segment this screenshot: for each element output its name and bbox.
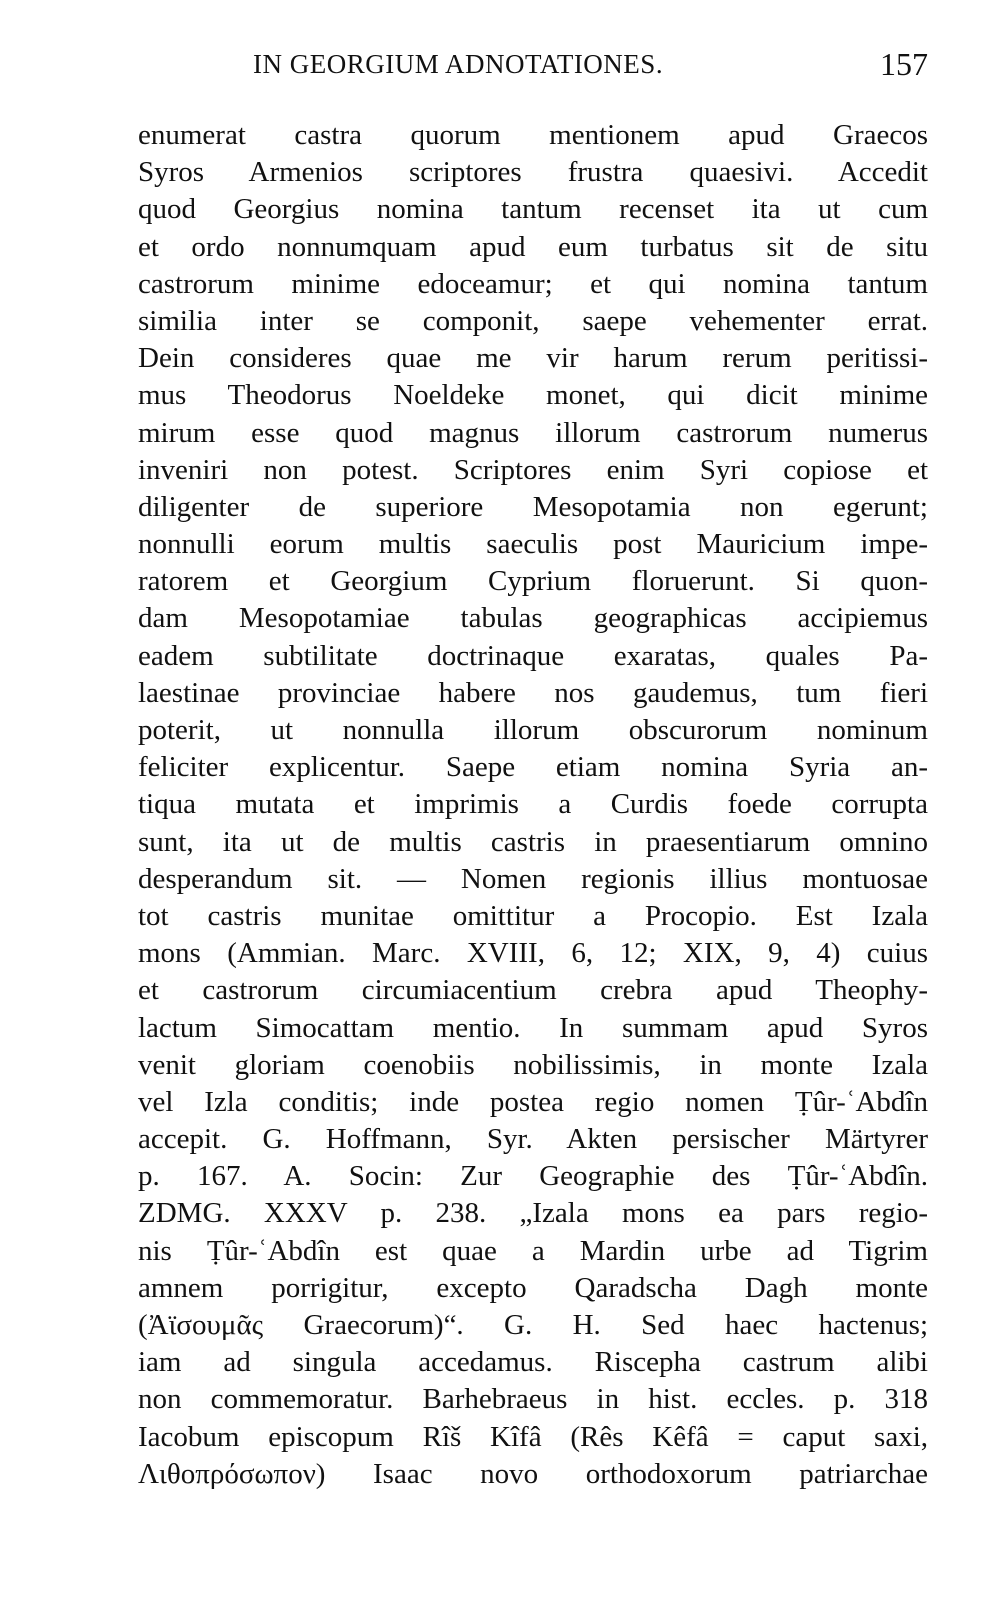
text-line: mirum esse quod magnus illorum castrorum numerus (138, 416, 928, 449)
text-line: (Ἀϊσουμᾶς Graecorum)“. G. H. Sed haec hactenus; (138, 1309, 928, 1341)
text-line: poterit, ut nonnulla illorum obscurorum nominum (138, 714, 928, 746)
text-line: amnem porrigitur, excepto Qaradscha Dagh monte (138, 1271, 928, 1304)
body-text (138, 117, 928, 1493)
text-line: ZDMG. XXXV p. 238. „Izala mons ea pars regio- (138, 1197, 928, 1230)
text-line: non commemoratur. Barhebraeus in hist. eccles. p. 318 (138, 1383, 928, 1416)
text-line: venit gloriam coenobiis nobilissimis, in monte Izala (138, 1048, 928, 1081)
text-line: castrorum minime edoceamur; et qui nomina tantum (138, 267, 928, 300)
text-line: Syros Armenios scriptores frustra quaesivi. Accedit (138, 156, 928, 189)
text-line: laestinae provinciae habere nos gaudemus, tum fieri (138, 676, 928, 709)
text-line: iam ad singula accedamus. Riscepha castrum alibi (138, 1346, 928, 1379)
text-line: et castrorum circumiacentium crebra apud Theophy- (138, 974, 928, 1007)
text-line: desperandum sit. — Nomen regionis illius montuosae (138, 862, 928, 895)
text-line: vel Izla conditis; inde postea regio nomen Ṭûr-ʿAbdîn (138, 1085, 928, 1118)
text-line: lactum Simocattam mentio. In summam apud Syros (138, 1011, 928, 1044)
text-line: dam Mesopotamiae tabulas geographicas accipiemus (138, 602, 928, 635)
text-line: mus Theodorus Noeldeke monet, qui dicit minime (138, 379, 928, 412)
text-line: p. 167. A. Socin: Zur Geographie des Ṭûr-ʿAbdîn. (138, 1160, 928, 1193)
text-line: ratorem et Georgium Cyprium floruerunt. Si quon- (138, 565, 928, 598)
text-line: inveniri non potest. Scriptores enim Syri copiose et (138, 453, 928, 486)
text-line: Λιθοπρόσωπον) Isaac novo orthodoxorum patriarchae (138, 1457, 928, 1490)
text-line: nonnulli eorum multis saeculis post Mauricium impe- (138, 528, 928, 561)
text-line: enumerat castra quorum mentionem apud Graecos (138, 119, 928, 151)
text-line: tiqua mutata et imprimis a Curdis foede corrupta (138, 788, 928, 821)
text-line: quod Georgius nomina tantum recenset ita ut cum (138, 193, 928, 226)
text-line: accepit. G. Hoffmann, Syr. Akten persischer Märtyrer (138, 1123, 928, 1156)
text-line: sunt, ita ut de multis castris in praesentiarum omnino (138, 825, 928, 858)
text-line: Dein consideres quae me vir harum rerum peritissi- (138, 342, 928, 375)
text-line: tot castris munitae omittitur a Procopio. Est Izala (138, 899, 928, 932)
running-head (138, 44, 928, 84)
text-line: feliciter explicentur. Saepe etiam nomina Syria an- (138, 751, 928, 784)
text-line: diligenter de superiore Mesopotamia non egerunt; (138, 490, 928, 523)
running-title: IN GEORGIUM ADNOTATIONES. (253, 49, 664, 79)
text-line: eadem subtilitate doctrinaque exaratas, quales Pa- (138, 639, 928, 672)
text-line: mons (Ammian. Marc. XVIII, 6, 12; XIX, 9, 4) cuius (138, 937, 928, 970)
text-line: et ordo nonnumquam apud eum turbatus sit de situ (138, 230, 928, 263)
text-line: similia inter se componit, saepe vehementer errat. (138, 304, 928, 337)
page-number: 157 (880, 46, 928, 82)
text-line: nis Ṭûr-ʿAbdîn est quae a Mardin urbe ad Tigrim (138, 1234, 928, 1267)
text-line: Iacobum episcopum Rîš Kîfâ (Rês Kêfâ = caput saxi, (138, 1420, 928, 1453)
